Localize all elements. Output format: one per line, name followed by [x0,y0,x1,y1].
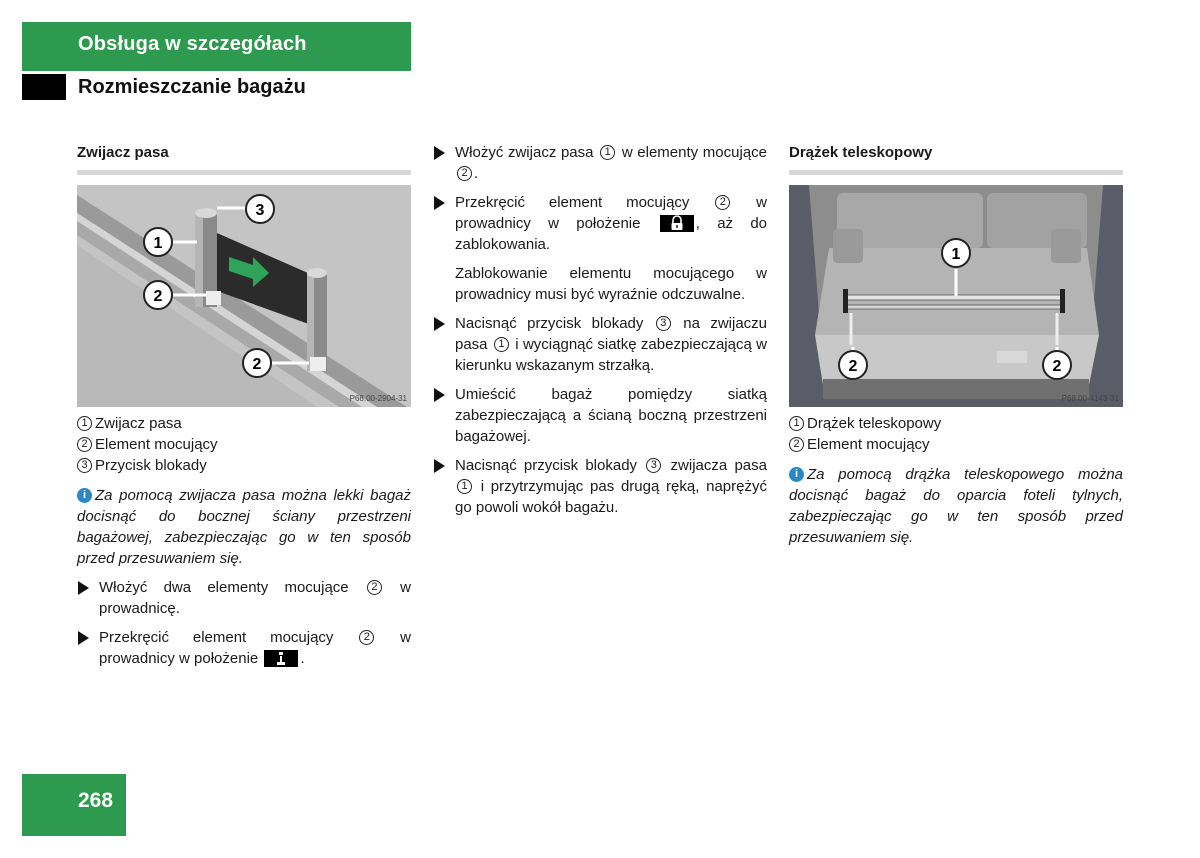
column-steps [433,142,767,518]
page-number: 268 [78,789,114,812]
callout-1 [942,239,970,267]
instruction-step: Włożyć zwijacz pasa 1 w elementy mocujące 2 . [433,142,767,184]
info-note: i Za pomocą zwijacza pasa można lekki bagaż docisnąć do bocznej ściany przestrzeni bagażowej, zabezpieczając go w ten sposób przed przesuwaniem się. [77,487,411,567]
instruction-step: Przekręcić element mocujący 2 w prowadnicy w położenie , aż do zablokowania. [433,192,767,255]
page-number-box [22,774,126,836]
bullet-arrow-icon [434,388,445,402]
legend-item: 2 Element mocujący [77,434,411,455]
column-telescopic-bar [789,142,1123,548]
telescopic-bar-figure [789,185,1123,407]
bullet-arrow-icon [434,317,445,331]
callout-2b [1043,351,1071,379]
figure-legend [789,413,1123,455]
bullet-arrow-icon [434,459,445,473]
svg-text:2: 2 [848,358,858,375]
callout-2 [839,351,867,379]
instruction-step: Nacisnąć przycisk blokady 3 na zwijaczu pasa 1 i wyciągnąć siatkę zabezpieczającą w kierunku wskazanym strzałką. [433,313,767,376]
svg-text:2: 2 [252,356,262,373]
instruction-step: Nacisnąć przycisk blokady 3 zwijacza pasa 1 i przytrzymując pas drugą ręką, naprężyć go powoli wokół bagażu. [433,455,767,518]
instruction-step: Umieścić bagaż pomiędzy siatką zabezpieczającą a ścianą boczną przestrzeni bagażowej. [433,384,767,447]
locked-padlock-icon [660,215,694,232]
section-title: Obsługa w szczegółach [78,33,307,55]
figure-code: P68.00-4143-31 [1061,394,1119,403]
bullet-arrow-icon [434,196,445,210]
figure-legend [77,413,411,476]
info-icon: i [77,488,92,503]
svg-text:1: 1 [951,246,961,263]
legend-item: 2 Element mocujący [789,434,1123,455]
info-note: i Za pomocą drążka teleskopowego można docisnąć bagaż do oparcia foteli tylnych, zabezpieczając go w ten sposób przed przesuwaniem się. [789,466,1123,546]
callout-2 [144,281,172,309]
svg-text:1: 1 [153,235,163,252]
bullet-arrow-icon [434,146,445,160]
legend-item: 1 Drążek teleskopowy [789,413,1123,434]
svg-text:2: 2 [153,288,163,305]
callout-1 [144,228,172,256]
column-belt-reel [77,142,411,669]
info-icon: i [789,467,804,482]
bullet-arrow-icon [78,581,89,595]
legend-item: 3 Przycisk blokady [77,455,411,476]
svg-text:3: 3 [255,202,265,219]
figure-code: P68.00-2904-31 [349,394,407,403]
subsection-title: Rozmieszczanie bagażu [78,76,306,98]
section-header [22,22,411,71]
callout-2b [243,349,271,377]
instruction-step: Przekręcić element mocujący 2 w prowadnicy w położenie . [77,627,411,669]
section-marker [22,74,66,100]
instruction-step: Włożyć dwa elementy mocujące 2 w prowadnicę. [77,577,411,619]
legend-item: 1 Zwijacz pasa [77,413,411,434]
column-heading: Zwijacz pasa [77,142,411,175]
column-heading: Drążek teleskopowy [789,142,1123,175]
paragraph: Zablokowanie elementu mocującego w prowadnicy musi być wyraźnie odczuwalne. [455,265,767,303]
bullet-arrow-icon [78,631,89,645]
unlocked-position-icon [264,650,298,667]
callout-3 [246,195,274,223]
svg-text:2: 2 [1052,358,1062,375]
belt-reel-figure [77,185,411,407]
